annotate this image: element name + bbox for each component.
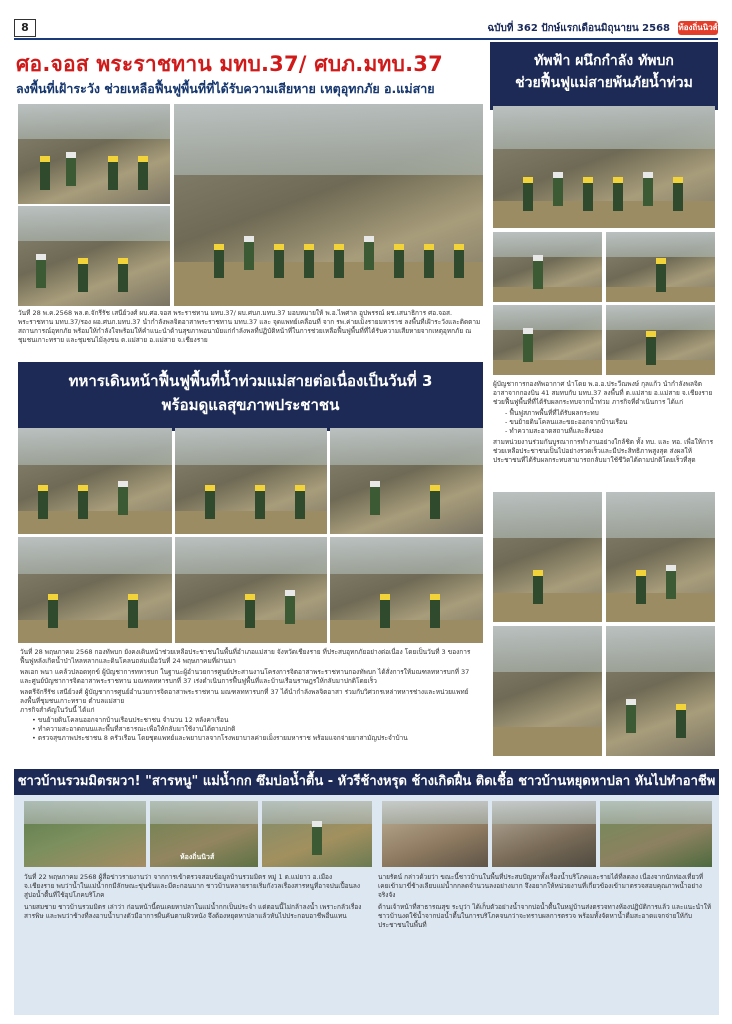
article1-headline: ศอ.จอส พระราชทาน มทบ.37/ ศบภ.มทบ.37: [16, 52, 443, 76]
article4-photo-elephant-2: [492, 801, 596, 867]
article3-photo-3: [606, 232, 715, 302]
article3-photo-9: [606, 626, 715, 756]
article2-para1: วันที่ 28 พฤษภาคม 2568 กองทัพบก ยังคงเดินหน้าช่วยเหลือประชาชนในพื้นที่อำเภอแม่สาย จังหวัดเชียงราย ที่ประสบอุทกภัยอย่างต่อเนื่อง โดยเป็นวันที่ 3 ของการฟื้นฟูหลังเกิดน้ำป่าไหลหลากและดินโคลนถล่มเมื่อวันที่ 24 พฤษภาคมที่ผ่านมา: [20, 648, 471, 665]
page-number: 8: [14, 19, 36, 37]
article4-col1-para2: นายสมชาย ชาวบ้านรวมมิตร เล่าว่า ก่อนหน้านี้ตนเคยหาปลาในแม่น้ำกกเป็นประจำ แต่ตอนนี้ไม่กล้าลงน้ำ เพราะกลัวเรื่องสารพิษ และพบว่าช้างที่ลงอาบน้ำบางตัวมีอาการผื่นคันตามผิวหนัง จึงต้องหยุดหาปลาแล้วหันไปประกอบอาชีพอื่นแทน: [24, 903, 362, 920]
article2-photo-2: [175, 428, 327, 534]
list-item: • ทำความสะอาดถนนและพื้นที่สาธารณะเพื่อให้กลับมาใช้งานได้ตามปกติ: [32, 725, 482, 734]
article4-photo-drone-2: [150, 801, 258, 867]
page-header: [14, 18, 718, 40]
article3-photo-4: [493, 305, 602, 375]
article2-headline-line2: พร้อมดูแลสุขภาพประชาชน: [161, 396, 340, 414]
article1-photo-main: [174, 104, 483, 306]
article4-column-1: [24, 873, 364, 921]
article2-photo-3: [330, 428, 483, 534]
article1-caption: วันที่ 28 พ.ค.2568 พล.ต.จักรีรัช เสนีย์วงศ์ ผบ.ศอ.จอส พระราชทาน มทบ.37/ ผบ.ศบภ.มทบ.37 มอบหมายให้ พ.อ.ไพศาล อูปพรรณ์ ผช.เสนาธิการ ศอ.จอส. พระราชทาน มทบ.37/รอง ผอ.ศบภ.มทบ.37 นำกำลังพลจิตอาสาพระราชทาน มทบ.37 และ จุดแพทย์เคลื่อนที่ จาก รพ.ค่ายเม็งรายมหาราช ลงพื้นที่เฝ้าระวังและติดตามสถานการณ์อุทกภัย พร้อมให้กำลังใจพร้อมให้คำแนะนำด้านสุขภาพอนามัยแก่กำลังพลที่ปฏิบัติหน้าที่ในการช่วยเหลือฟื้นฟูพื้นที่ที่ได้รับความเสียหายจากเหตุอุทกภัย ณ ชุมชนเกาะทราย และชุมชนไม้ลุงขน ต.แม่สาย อ.แม่สาย จ.เชียงราย: [18, 309, 481, 344]
article2-para3: พลตรีจักรีรัช เสนีย์วงศ์ ผู้บัญชาการศูนย์อำนวยการจิตอาสาพระราชทาน มณฑลทหารบกที่ 37 ได้นำกำลังพลจิตอาสา ร่วมกับวิศวกรเหล่าทหารช่างและหน่วยแพทย์ ลงพื้นที่ชุมชนเกาะทราย ตำบลแม่สาย: [20, 688, 469, 705]
article4-headline-banner: ชาวบ้านรวมมิตรผวา! "สารหนู" แม่น้ำกก ซึมบ่อน้ำตื้น - หัวรีช้างหรุด ช้างเกิดฝื่น ติดเชื้อ ชาวบ้านหยุดหาปลา หันไปทำอาชีพ: [14, 769, 719, 795]
article3-photo-8: [493, 626, 602, 756]
article3-photo-2: [493, 232, 602, 302]
article2-tasks-heading: ภารกิจสำคัญในวันนี้ ได้แก่: [20, 706, 95, 714]
article2-photo-6: [330, 537, 483, 643]
article3-photo-main: [493, 106, 715, 228]
article4-col2-para1: นายรัตน์ กล่าวด้วยว่า ขณะนี้ชาวบ้านในพื้นที่ประสบปัญหาทั้งเรื่องน้ำบริโภคและรายได้ที่ลดลง เนื่องจากนักท่องเที่ยวที่เคยเข้ามาขี่ช้างเลียบแม่น้ำกกลดจำนวนลงอย่างมาก จึงอยากให้หน่วยงานที่เกี่ยวข้องเข้ามาตรวจสอบคุณภาพน้ำอย่างจริงจัง: [378, 873, 704, 899]
article3-photo-7: [606, 492, 715, 622]
article4-col1-para1: วันที่ 22 พฤษภาคม 2568 ผู้สื่อข่าวรายงานว่า จากการเข้าตรวจสอบข้อมูลบ้านรวมมิตร หมู่ 1 ต.แม่ยาว อ.เมือง จ.เชียงราย พบว่าน้ำในแม่น้ำกกมีลักษณะขุ่นข้นและมีตะกอนมาก ชาวบ้านหลายรายเริ่มกังวลเรื่องสารหนูที่อาจปนเปื้อนลงสู่บ่อน้ำตื้นที่ใช้อุปโภคบริโภค: [24, 873, 361, 899]
article4-col2-para2: ด้านเจ้าหน้าที่สาธารณสุข ระบุว่า ได้เก็บตัวอย่างน้ำจากบ่อน้ำตื้นในหมู่บ้านส่งตรวจทางห้องปฏิบัติการแล้ว และแนะนำให้ชาวบ้านงดใช้น้ำจากบ่อน้ำตื้นในการบริโภคจนกว่าจะทราบผลการตรวจ พร้อมทั้งจัดหาน้ำดื่มสะอาดแจกจ่ายให้กับประชาชนในพื้นที่: [378, 903, 712, 929]
article2-photo-4: [18, 537, 172, 643]
article4-photo-drone-1: [24, 801, 146, 867]
article4-section: [14, 795, 719, 1015]
list-item: • ขนย้ายดินโคลนออกจากบ้านเรือนประชาชน จำนวน 12 หลังคาเรือน: [32, 716, 482, 725]
issue-info: ฉบับที่ 362 ปักษ์แรกเดือนมิถุนายน 2568: [487, 22, 670, 34]
article4-photo-river: [262, 801, 372, 867]
article3-body: [493, 380, 715, 465]
list-item: - ฟื้นฟูสภาพพื้นที่ที่ได้รับผลกระทบ: [505, 409, 715, 418]
list-item: - ขนย้ายดินโคลนและขยะออกจากบ้านเรือน: [505, 418, 715, 427]
article1-subheadline: ลงพื้นที่เฝ้าระวัง ช่วยเหลือฟื้นฟูพื้นที่ที่ได้รับความเสียหาย เหตุอุทกภัย อ.แม่สาย: [16, 81, 435, 96]
article1-photo-1: [18, 104, 170, 204]
article2-para2: พลเอก พนา แคล้วปลอดทุกข์ ผู้บัญชาการทหารบก ในฐานะผู้อำนวยการศูนย์ประสานงานโครงการจิตอาสาพระราชทานกองทัพบก ได้สั่งการให้มณฑลทหารบกที่ 37 และศูนย์บัญชาการจิตอาสาพระราชทาน มณฑลทหารบกที่ 37 เร่งดำเนินการฟื้นฟูพื้นที่และบ้านเรือนราษฎรให้กลับมาปกติโดยเร็ว: [20, 668, 470, 685]
article2-photo-1: [18, 428, 172, 534]
article3-task-list: [505, 409, 715, 436]
article3-photo-6: [493, 492, 602, 622]
article3-headline-line1: ทัพฟ้า ผนึกกำลัง ทัพบก: [534, 53, 674, 69]
publication-logo: ท้องถิ่นนิวส์: [678, 21, 718, 35]
list-item: • ตรวจสุขภาพประชาชน 8 ครัวเรือน โดยชุดแพทย์และพยาบาลจากโรงพยาบาลค่ายเม็งรายมหาราช พร้อมแจกจ่ายยาสามัญประจำบ้าน: [32, 734, 482, 743]
article2-body: [20, 648, 482, 744]
article3-photo-5: [606, 305, 715, 375]
list-item: - ทำความสะอาดสถานที่และสิ่งของ: [505, 427, 715, 436]
article2-headline-line1: ทหารเดินหน้าฟื้นฟูพื้นที่น้ำท่วมแม่สายต่อเนื่องเป็นวันที่ 3: [68, 372, 433, 390]
article2-headline-banner: [18, 362, 483, 431]
article4-photo-watermark: ห้องถิ่นนิวส์: [180, 853, 215, 861]
article4-column-2: [378, 873, 712, 930]
article3-headline-line2: ช่วยฟื้นฟูแม่สายพ้นภัยน้ำท่วม: [515, 75, 693, 91]
article2-task-list: [32, 716, 482, 743]
article3-headline-banner: [490, 42, 718, 110]
article3-para2: สามหน่วยงานร่วมกันบูรณาการทำงานอย่างใกล้ชิด ทั้ง ทบ. และ ทอ. เพื่อให้การช่วยเหลือประชาชนเป็นไปอย่างรวดเร็วและมีประสิทธิภาพสูงสุด ส่งผลให้ประชาชนที่ได้รับผลกระทบสามารถกลับมาใช้ชีวิตได้ตามปกติโดยเร็วที่สุด: [493, 438, 714, 464]
article1-photo-2: [18, 206, 170, 306]
article3-para1: ผู้บัญชาการกองทัพอากาศ นำโดย พ.อ.อ.ประวีณพงษ์ กุลแก้ว นำกำลังพลจิตอาสาจากกองบิน 41 สมทบกับ มทบ.37 ลงพื้นที่ ต.แม่สาย อ.แม่สาย จ.เชียงราย ช่วยฟื้นฟูพื้นที่ที่ได้รับผลกระทบจากน้ำท่วม ภารกิจที่ดำเนินการ ได้แก่: [493, 380, 713, 406]
article2-photo-5: [175, 537, 327, 643]
article4-photo-well: [600, 801, 712, 867]
article4-photo-elephant-1: [382, 801, 488, 867]
